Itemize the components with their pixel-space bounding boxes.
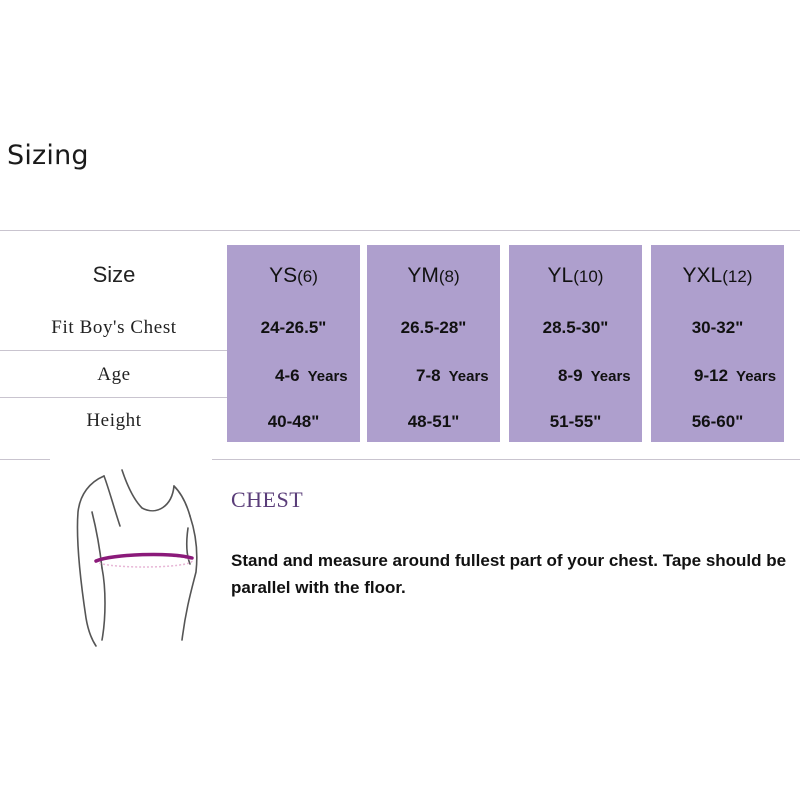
row-label-chest: Fit Boy's Chest: [51, 317, 177, 338]
height-value: 48-51": [407, 412, 460, 431]
row-label-size: Size: [92, 262, 136, 287]
chest-value: 28.5-30": [542, 318, 609, 337]
height-value: 51-55": [549, 412, 602, 431]
age-value: 9-12 Years: [694, 366, 777, 385]
row-label-age: Age: [97, 364, 131, 385]
measure-instruction: Stand and measure around fullest part of your chest. Tape should be parallel with the floor.: [231, 551, 787, 597]
chest-value: 30-32": [691, 318, 744, 337]
size-header: YM(8): [407, 264, 460, 287]
height-value: 40-48": [267, 412, 320, 431]
torso-measuring-tape-icon: [62, 468, 212, 658]
page-title: Sizing: [7, 140, 89, 171]
measure-heading: CHEST: [231, 487, 304, 512]
divider-row-age: [0, 397, 228, 398]
age-value: 7-8 Years: [416, 366, 489, 385]
age-value: 8-9 Years: [558, 366, 631, 385]
divider-bottom-left: [0, 459, 50, 460]
chest-value: 24-26.5": [260, 318, 327, 337]
size-header: YXL(12): [682, 264, 753, 287]
height-value: 56-60": [691, 412, 744, 431]
chest-value: 26.5-28": [400, 318, 467, 337]
age-value: 4-6 Years: [275, 366, 348, 385]
divider-top: [0, 230, 800, 231]
divider-row-chest: [0, 350, 228, 351]
size-header: YS(6): [269, 264, 318, 287]
row-label-height: Height: [86, 410, 142, 431]
divider-bottom-right: [212, 459, 800, 460]
size-header: YL(10): [547, 264, 604, 287]
